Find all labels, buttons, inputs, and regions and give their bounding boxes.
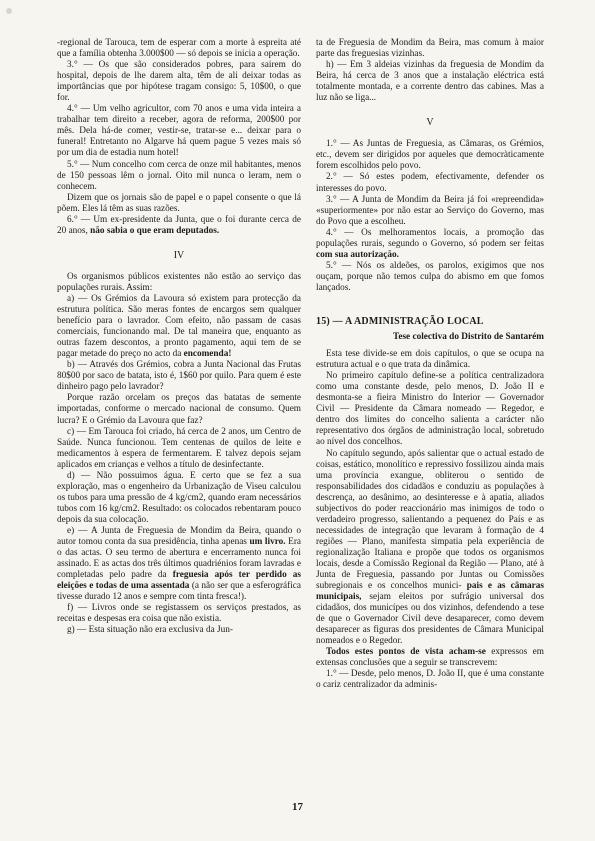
section-title: 15) — A ADMINISTRAÇÃO LOCAL (316, 315, 484, 327)
section-subtitle: Tese colectiva do Distrito de Santarém (393, 332, 544, 343)
bold-text: não sabia o que eram deputados. (90, 225, 220, 236)
paragraph: Porque razão orcelam os preços das batatas de semente importadas, conforme o mercado nacional de consumo. Quem lucra? E o Grémio da Lavoura que faz? (57, 393, 301, 426)
paragraph: f) — Livros onde se registassem os serviços prestados, as receitas e despesas era coisa que não existia. (57, 603, 301, 625)
paragraph: Esta tese divide-se em dois capítulos, o que se ocupa na estrutura actual e o que trata da dinâmica. (316, 349, 544, 371)
paragraph: g) — Esta situação não era exclusiva da Jun- (67, 625, 233, 636)
paragraph (57, 215, 301, 237)
paragraph: 1.° — As Juntas de Freguesia, as Câmaras, os Grémios, etc., devem ser dirigidos por aqueles que democràticamente forem escolhidos pelo povo. (316, 139, 544, 172)
right-column (316, 38, 544, 692)
paragraph: 5.° — Nós os aldeões, os parolos, exigimos que nos ouçam, porque não temos culpa do abismo em que fomos lançados. (316, 260, 544, 293)
paragraph (316, 449, 544, 648)
text-run: sejam eleitos por sufrágio universal dos cidadãos, dos municípes ou dos vizinhos, defendendo a tese de que o Governador Civil deve desaparecer, como devem desaparecer as figuras dos presidentes de Câmara Municipal nomeados e o Regedor. (316, 592, 545, 647)
bold-text: com sua autorização. (316, 249, 399, 260)
paragraph: c) — Em Tarouca foi criado, há cerca de 2 anos, um Centro de Saúde. Nunca funcionou. Tem centenas de quilos de leite e medicamentos à espera de fermentarem. E talvez depois sejam aplicados em crianças e velhos a título de desinfectante. (57, 426, 301, 470)
text-run: 4.° — Os melhoramentos locais, a promoção das populações rurais, segundo o Governo, só podem ser feitas (316, 227, 544, 249)
paragraph: No primeiro capítulo define-se a política centralizadora como uma constante desde, pelo menos, D. João II e desmonta-se a fieira Ministro do Interior — Governador Civil — Presidente da Câmara nomeado — Regedor, e dentro dos limites do concelho salienta a carácter não representativo dos órgãos de administração local, sobretudo ao nível dos concelhos. (316, 371, 544, 448)
paragraph: 2.° — Só estes podem, efectivamente, defender os interesses do povo. (316, 172, 544, 194)
paragraph: 1.° — Desde, pelo menos, D. João II, que é uma constante o cariz centralizador da adminis- (316, 669, 544, 691)
paragraph: Os organismos públicos existentes não estão ao serviço das populações rurais. Assim: (57, 271, 301, 293)
text-run: (a não ser que a esferográfica tivesse durado 12 anos e sempre com tinta fresca!). (57, 581, 302, 603)
spacer (316, 294, 544, 316)
bold-text: Todos estes pontos de vista acham-se (326, 647, 486, 658)
text-run: a) — Os Grémios da Lavoura só existem para protecção da estrutura política. São meras fontes de encargos sem qualquer benefício para o lavrador. Com efeito, não passam de casas comerciais, funcionando mal. De tal maneira que, enquanto as outras fazem descontos, a pronto pagamento, aqui tem de se pagar metade do preço no acto da (57, 293, 301, 360)
text-run: 6.° — Um ex-presidente da Junta, que o foi durante cerca de 20 anos, (57, 214, 301, 236)
paragraph: b) — Através dos Grémios, cobra a Junta Nacional das Frutas 80$00 por saco de batata, isto é, 1$60 por quilo. Para quem é este dinheiro pago pelo lavrador? (57, 360, 301, 393)
text-run: e) — A Junta de Freguesia de Mondim da Beira, quando o autor tomou conta da sua presidência, tinha apenas (57, 525, 301, 548)
paragraph (57, 526, 301, 603)
paragraph: ta de Freguesia de Mondim da Beira, mas comum à maior parte das freguesias vizinhas. (316, 38, 544, 60)
bold-text: pais e as câmaras municipais, (316, 581, 544, 603)
section-number-v: V (426, 117, 434, 129)
paragraph: 5.° — Num concelho com cerca de onze mil habitantes, menos de 150 pessoas lêm o jornal. Oito mil nunca o leram, nem o conhecem. (57, 159, 301, 192)
paragraph (57, 294, 301, 360)
corner-mark (6, 8, 12, 14)
paragraph: Dizem que os jornais são de papel e o papel consente o que lá põem. Eles lá têm as suas razões. (57, 192, 301, 214)
paragraph: d) — Não possuimos água. E certo que se fez a sua exploração, mas o engenheiro da Urbanização de Viseu calculou os tubos para uma pressão de 4 kg/cm2, quando eram necessários tubos com 16 kg/cm2. Resultado: os colocados rebentaram pouco depois da sua colocação. (57, 470, 301, 525)
text-run: Era o das actas. O seu termo de abertura e encerramento nunca foi assinado. E as actas dos três últimos quadriénios foram lavradas e completadas pelo padre da (57, 537, 302, 581)
text-run: No capítulo segundo, após salientar que o actual estado de coisas, estático, monolítico e repressivo fossilizou ainda mais uma província exangue, obliterou o sentido de responsabilidades dos cidadãos e conduziu as populações à descrença, ao desânimo, ao desinteresse e à apatia, aliados subjectivos do poder reaccionário mas inimigos de todo o verdadeiro progresso, salientando a pequenez do País e as necessidades de integração que levaram à formação de 4 regiões — Plano, manifesta simpatia pela experiência de regionalização Italiana e propõe que todos os organismos locais, desde a Comissão Regional da Região — Plano, até à Junta de Freguesia, passando por Juntas ou Comissões subregionais e os concelhos munici- (316, 448, 544, 592)
paragraph: 4.° — Um velho agricultor, com 70 anos e uma vida inteira a trabalhar tem direito a receber, agora de reforma, 200$00 por mês. Dela há-de comer, vestir-se, tratar-se e... deixar para o funeral! Entretanto no Algarve há quem pague 5 vezes mais só por um dia de estadia num hotel! (57, 104, 301, 159)
text-run: expressos em extensas conclusões que a seguir se transcrevem: (316, 647, 544, 669)
section-number-iv: IV (173, 249, 185, 261)
paragraph: 3.° — Os que são considerados pobres, para sairem do hospital, depois de lhe darem alta, têm de ali deixar todas as importâncias que por hipótese tragam consigo: 5, 10$00, o que for. (57, 60, 301, 104)
bold-text: um livro. (249, 537, 286, 548)
bold-text: freguesia após ter perdido as eleições e todas de uma assentada (57, 570, 302, 592)
paragraph: h) — Em 3 aldeias vizinhas da freguesia de Mondim da Beira, há cerca de 3 anos que a instalação eléctrica está totalmente montada, e a corrente dentro das cabines. Mas a luz não se liga... (316, 60, 544, 104)
page-number: 17 (292, 801, 303, 813)
paragraph (316, 228, 544, 261)
paragraph (316, 647, 544, 669)
paragraph: 3.° — A Junta de Mondim da Beira já foi «repreendida» «superiormente» por não estar ao Serviço do Governo, mas do Povo que a escolheu. (316, 194, 544, 227)
bold-text: encomenda! (183, 349, 232, 360)
paragraph: -regional de Tarouca, tem de esperar com a morte à espreita até que a família obtenha 3.000$00 — só depois se inicia a operação. (57, 38, 301, 60)
left-column (57, 38, 301, 636)
